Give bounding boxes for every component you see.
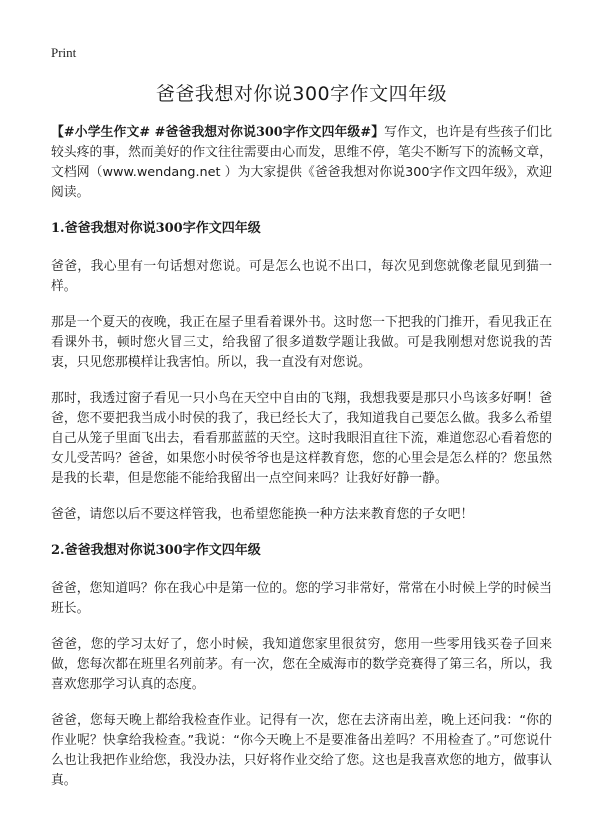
paragraph: 那时，我透过窗子看见一只小鸟在天空中自由的飞翔，我想我要是那只小鸟该多好啊！爸爸，您不要把我当成小时侯的我了，我已经长大了，我知道我自己要怎么做。我多么希望自己从笼子里面飞出去，看看那蓝蓝的天空。这时我眼泪直往下流，难道您忍心看着您的女儿受苦吗？爸爸，如果您小时侯爷爷也是这样教育您，您的心里会是怎么样的？您虽然是我的长辈，但是您能不能给我留出一点空间来吗？让我好好静一静。 bbox=[51, 391, 552, 486]
section-2 bbox=[51, 541, 552, 791]
paragraph: 爸爸，您每天晚上都给我检查作业。记得有一次，您在去济南出差，晚上还问我：“你的作业呢？快拿给我检查。”我说：“你今天晚上不是要准备出差吗？不用检查了。”可您说什么也让我把作业给您，我没办法，只好将作业交给了您。这也是我喜欢您的地方，做事认真。 bbox=[51, 713, 552, 788]
section-heading: 1.爸爸我想对你说300字作文四年级 bbox=[51, 221, 261, 236]
paragraph: 那是一个夏天的夜晚，我正在屋子里看着课外书。这时您一下把我的门推开，看见我正在看课外书，顿时您火冒三丈，给我留了很多道数学题让我做。可是我刚想对您说我的苦衷，只见您那模样让我害怕。所以，我一直没有对您说。 bbox=[51, 315, 552, 370]
print-link[interactable]: Print bbox=[51, 45, 77, 60]
paragraph: 爸爸，请您以后不要这样管我，也希望您能换一种方法来教育您的子女吧！ bbox=[51, 507, 474, 522]
page-title: 爸爸我想对你说300字作文四年级 bbox=[155, 83, 448, 105]
paragraph: 爸爸，您知道吗？你在我心中是第一位的。您的学习非常好，常常在小时候上学的时候当班长。 bbox=[51, 581, 552, 616]
section-heading: 2.爸爸我想对你说300字作文四年级 bbox=[51, 543, 261, 558]
paragraph: 爸爸，您的学习太好了，您小时候，我知道您家里很贫穷，您用一些零用钱买卷子回来做，您每次都在班里名列前茅。有一次，您在全威海市的数学竞赛得了第三名，所以，我喜欢您那学习认真的态度。 bbox=[51, 637, 552, 692]
intro-text: 写作文，也许是有些孩子们比较头疼的事，然而美好的作文往往需要由心而发，思维不停，笔尖不断写下的流畅文章，文档网（www.wendang.net ）为大家提供《爸爸我想对你说300字作文四年级》，欢迎阅读。 bbox=[51, 125, 553, 200]
intro-tags: 【#小学生作文# #爸爸我想对你说300字作文四年级#】 bbox=[51, 125, 385, 140]
section-1 bbox=[51, 219, 552, 525]
paragraph: 爸爸，我心里有一句话想对您说。可是怎么也说不出口，每次见到您就像老鼠见到猫一样。 bbox=[51, 259, 552, 294]
intro-paragraph bbox=[51, 123, 552, 203]
